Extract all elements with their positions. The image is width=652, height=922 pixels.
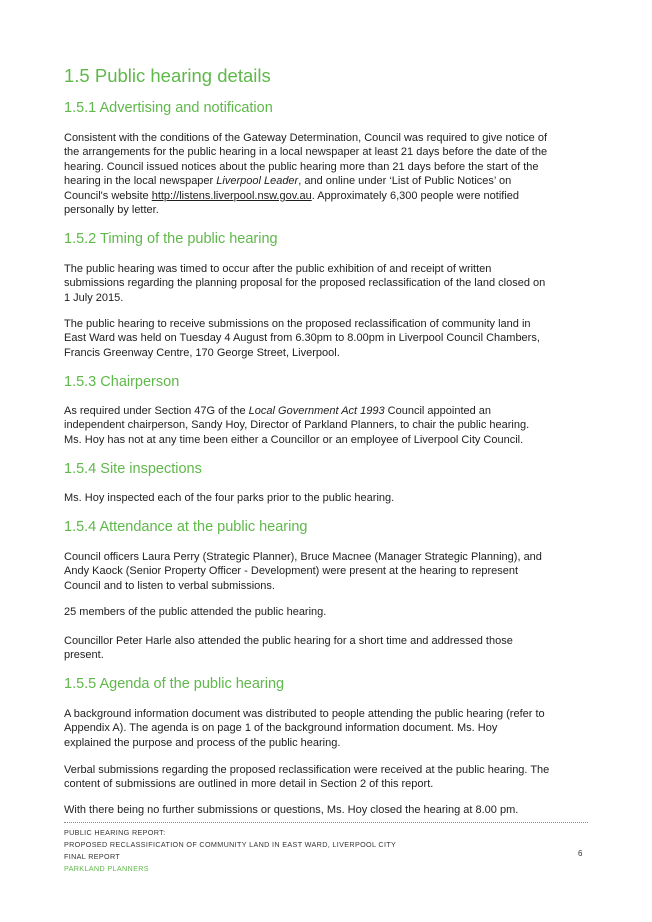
footer-author: PARKLAND PLANNERS bbox=[64, 864, 149, 873]
text-line: Council and to listen to verbal submissions. bbox=[64, 579, 275, 592]
text-line: submissions regarding the planning proposal for the proposed reclassification of the land closed on bbox=[64, 277, 546, 290]
text-line: Ms. Hoy has not at any time been either a Councillor or an employee of Liverpool City Council. bbox=[64, 433, 524, 446]
page-number: 6 bbox=[578, 849, 583, 858]
italic-title: Liverpool Leader bbox=[216, 175, 299, 188]
text-line: present. bbox=[64, 649, 104, 662]
text-line: Ms. Hoy inspected each of the four parks prior to the public hearing. bbox=[64, 492, 395, 504]
paragraph bbox=[64, 491, 596, 505]
text-line: the arrangements for the public hearing in a local newspaper at least 21 days before the date of the bbox=[64, 146, 548, 159]
footer-report-type: PUBLIC HEARING REPORT: bbox=[64, 828, 166, 837]
text-line: East Ward was held on Tuesday 4 August from 6.30pm to 8.00pm in Liverpool Council Chambers, bbox=[64, 332, 540, 345]
section-title: 1.5 Public hearing details bbox=[64, 65, 271, 86]
footer-report-title: PROPOSED RECLASSIFICATION OF COMMUNITY LAND IN EAST WARD, LIVERPOOL CITY bbox=[64, 840, 397, 849]
text-line: Council's website http://listens.liverpool.nsw.gov.au. Approximately 6,300 people were notified bbox=[64, 189, 520, 202]
paragraph bbox=[64, 262, 596, 305]
heading-attendance: 1.5.4 Attendance at the public hearing bbox=[64, 519, 308, 535]
text-line: content of submissions are outlined in more detail in Section 2 of this report. bbox=[64, 778, 434, 791]
text-line: As required under Section 47G of the Local Government Act 1993 Council appointed an bbox=[64, 405, 492, 417]
paragraph bbox=[64, 550, 596, 593]
text-line: Appendix A). The agenda is on page 1 of the background information document. Ms. Hoy bbox=[64, 722, 498, 735]
website-link[interactable]: http://listens.liverpool.nsw.gov.au bbox=[151, 189, 312, 202]
heading-advertising: 1.5.1 Advertising and notification bbox=[64, 100, 273, 116]
text-line: Andy Kaock (Senior Property Officer - Development) were present at the hearing to represent bbox=[64, 565, 519, 578]
footer-divider bbox=[64, 822, 588, 823]
text-line: Francis Greenway Centre, 170 George Street, Liverpool. bbox=[64, 346, 340, 359]
text-line: With there being no further submissions or questions, Ms. Hoy closed the hearing at 8.00 pm. bbox=[64, 804, 519, 816]
text-line: The public hearing was timed to occur after the public exhibition of and receipt of written bbox=[64, 263, 492, 275]
text-line: personally by letter. bbox=[64, 204, 159, 217]
text-line: Verbal submissions regarding the proposed reclassification were received at the public hearing. The bbox=[64, 764, 550, 776]
paragraph bbox=[64, 404, 596, 447]
text-line: Consistent with the conditions of the Gateway Determination, Council was required to give notice of bbox=[64, 132, 548, 144]
text-line: hearing in the local newspaper Liverpool Leader, and online under ‘List of Public Notices’ on bbox=[64, 175, 512, 188]
paragraph bbox=[64, 634, 596, 663]
heading-chairperson: 1.5.3 Chairperson bbox=[64, 374, 180, 390]
text-line: 1 July 2015. bbox=[64, 291, 124, 304]
italic-title: Local Government Act 1993 bbox=[248, 405, 385, 417]
text-line: 25 members of the public attended the public hearing. bbox=[64, 606, 327, 618]
text-line: Councillor Peter Harle also attended the public hearing for a short time and addressed those bbox=[64, 635, 513, 647]
paragraph bbox=[64, 317, 596, 360]
paragraph bbox=[64, 605, 596, 619]
heading-agenda: 1.5.5 Agenda of the public hearing bbox=[64, 676, 285, 692]
text-line: explained the purpose and process of the public hearing. bbox=[64, 736, 341, 749]
paragraph bbox=[64, 131, 596, 217]
text-line: Council officers Laura Perry (Strategic Planner), Bruce Macnee (Manager Strategic Planning), and bbox=[64, 551, 542, 563]
paragraph bbox=[64, 763, 596, 792]
text-line: A background information document was distributed to people attending the public hearing (refer to bbox=[64, 708, 545, 720]
paragraph bbox=[64, 803, 596, 817]
footer-report-status: FINAL REPORT bbox=[64, 852, 121, 861]
text-line: independent chairperson, Sandy Hoy, Director of Parkland Planners, to chair the public hearing. bbox=[64, 419, 530, 432]
heading-site-inspections: 1.5.4 Site inspections bbox=[64, 461, 202, 477]
heading-timing: 1.5.2 Timing of the public hearing bbox=[64, 231, 278, 247]
text-line: hearing. Council issued notices about the public hearing more than 21 days before the start of the bbox=[64, 160, 539, 173]
paragraph bbox=[64, 707, 596, 750]
text-line: The public hearing to receive submissions on the proposed reclassification of community land in bbox=[64, 318, 531, 330]
